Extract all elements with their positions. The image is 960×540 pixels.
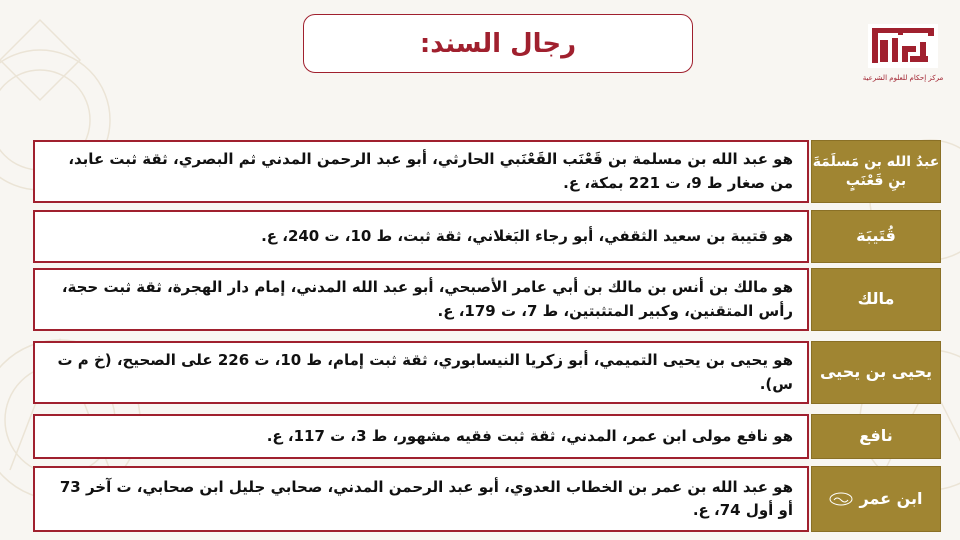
narrator-name-text: ابن عمر <box>859 488 923 508</box>
narrator-description: هو عبد الله بن مسلمة بن قَعْنَب القَعْنَبي الحارثي، أبو عبد الرحمن المدني ثم البصري، ثقة ثبت عابد، من صغار ط 9، ت 221 بمكة، ع. <box>33 140 809 203</box>
narrator-name: يحيى بن يحيى <box>811 341 941 404</box>
logo-mark-icon <box>862 20 944 74</box>
narrator-description: هو عبد الله بن عمر بن الخطاب العدوي، أبو عبد الرحمن المدني، صحابي جليل ابن صحابي، ت آخر 73 أو أول 74، ع. <box>33 466 809 532</box>
page-title: رجال السند: <box>419 28 577 59</box>
narrator-description: هو قتيبة بن سعيد الثقفي، أبو رجاء البَغلاني، ثقة ثبت، ط 10، ت 240، ع. <box>33 210 809 263</box>
narrator-name: نافع <box>811 414 941 459</box>
narrator-name: قُتَيبَة <box>811 210 941 263</box>
logo <box>862 20 944 92</box>
honorific-seal-icon <box>829 492 853 506</box>
narrator-description: هو مالك بن أنس بن مالك بن أبي عامر الأصبحي، أبو عبد الله المدني، إمام دار الهجرة، ثقة ثبت حجة، رأس المتقنين، وكبير المتثبتين، ط 7، ت 179، ع. <box>33 268 809 331</box>
narrator-description: هو نافع مولى ابن عمر، المدني، ثقة ثبت فقيه مشهور، ط 3، ت 117، ع. <box>33 414 809 459</box>
logo-name: مركز إحكام للعلوم الشرعية <box>862 74 944 82</box>
narrator-description: هو يحيى بن يحيى التميمي، أبو زكريا النيسابوري، ثقة ثبت إمام، ط 10، ت 226 على الصحيح، (خ م ت س). <box>33 341 809 404</box>
narrator-name: عبدُ الله بن مَسلَمَةَ بنِ قَعْنَبٍ <box>811 140 941 203</box>
narrator-name <box>811 466 941 532</box>
title-box <box>303 14 693 73</box>
narrator-name: مالك <box>811 268 941 331</box>
